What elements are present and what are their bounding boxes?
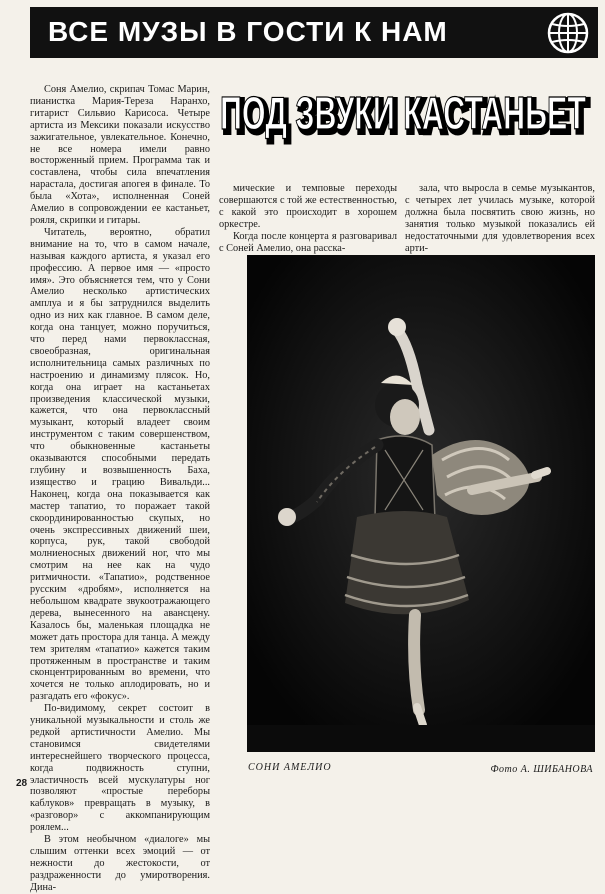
paragraph: По-видимому, секрет состоит в уникальной музыкальности и столь же редкой артистичности Амелио. Мы становимся свидетелями интереснейшего творческого процесса, когда подвижность ступни, эластичность всей мускулатуры ног позволяют «простые переборы каблуков» превращать в музыку, в «разговор» с аккомпанирующим роялем... bbox=[30, 703, 210, 834]
page-number: 28 bbox=[16, 778, 28, 789]
paragraph: мические и темповые переходы совершаются с той же естественностью, с какой это происходит в хорошем оркестре. bbox=[219, 183, 397, 230]
photo-credit: Фото А. ШИБАНОВА bbox=[490, 764, 593, 775]
article-column-3 bbox=[405, 183, 595, 255]
article-column-1 bbox=[30, 84, 211, 893]
paragraph: зала, что выросла в семье музыкантов, с четырех лет училась музыке, которой должна была посвятить свою жизнь, но занятия только музыкой показались ей недостаточными для удовлетворения всех арти- bbox=[405, 183, 595, 254]
dancer-silhouette bbox=[247, 255, 595, 752]
paragraph: Когда после концерта я разговаривал с Соней Амелио, она расска- bbox=[219, 230, 397, 254]
article-column-2 bbox=[219, 183, 397, 255]
paragraph: Читатель, вероятно, обратил внимание на то, что в самом начале, называя каждого артиста, я указал его профессию. А первое имя — «просто имя». Это объясняется тем, что у Сони Амелио несколько артистических амплуа и я бы затруднился выделить одно из них как главное. В самом деле, когда она танцует, можно поручиться, что перед нами первоклассная, своеобразная, оригинальная исполнительница самых различных по настроению и динамизму плясок. Но, когда она играет на кастаньетах произведения классической музыки, кажется, что она первоклассный музыкант, который владеет своим инструментом с таким совершенством, что обыкновенные кастаньеты оказываются способными передать глубину и возвышенность Баха, изящество и грацию Вивальди... Наконец, когда она показывается как мастер тапатио, то поражает такой скоординированностью скупых, но очень экспрессивных движений шеи, корпуса, рук, такой свободой молниеносных движений ног, что мы смотрим на нее как на чудо ритмичности. «Тапатио», родственное русским «дробям», исполняется на небольшом квадрате звукоотражающего дерева, вынесенного на авансцену. Казалось бы, маленькая площадка не может дать простора для танца. А между тем зрителям «тапатио» кажется таким протяженным в пространстве и таким сконцентрированным во времени, что хочется не только аплодировать, но и разгадать его «фокус». bbox=[30, 226, 211, 703]
globe-icon bbox=[546, 11, 590, 55]
headline-text: ПОД ЗВУКИ КАСТАНЬЕТ bbox=[220, 87, 586, 139]
dancer-photo bbox=[247, 255, 595, 752]
headline-shadow: ПОД ЗВУКИ КАСТАНЬЕТ bbox=[223, 90, 589, 142]
paragraph: Соня Амелио, скрипач Томас Марин, пианистка Мария-Тереза Наранхо, гитарист Сильвио Карисоса. Четыре артиста из Мексики показали искусство зажигательное, увлекательное. Конечно, не все номера имели равно восторженный прием. Программа так и составлена, чтобы сила впечатления нарастала, достигая апогея в финале. То была «Хота», исполненная Соней Амелио в сопровождении ее кастаньет, рояля, скрипки и гитары. bbox=[30, 84, 210, 226]
photo-caption: СОНИ АМЕЛИО bbox=[248, 762, 332, 773]
paragraph: В этом необычном «диалоге» мы слышим оттенки всех эмоций — от нежности до жестокости, от раздраженности до умиротворения. Дина- bbox=[30, 834, 210, 893]
section-header bbox=[30, 7, 598, 58]
article-headline bbox=[219, 80, 595, 144]
section-title: ВСЕ МУЗЫ В ГОСТИ К НАМ bbox=[48, 16, 448, 47]
